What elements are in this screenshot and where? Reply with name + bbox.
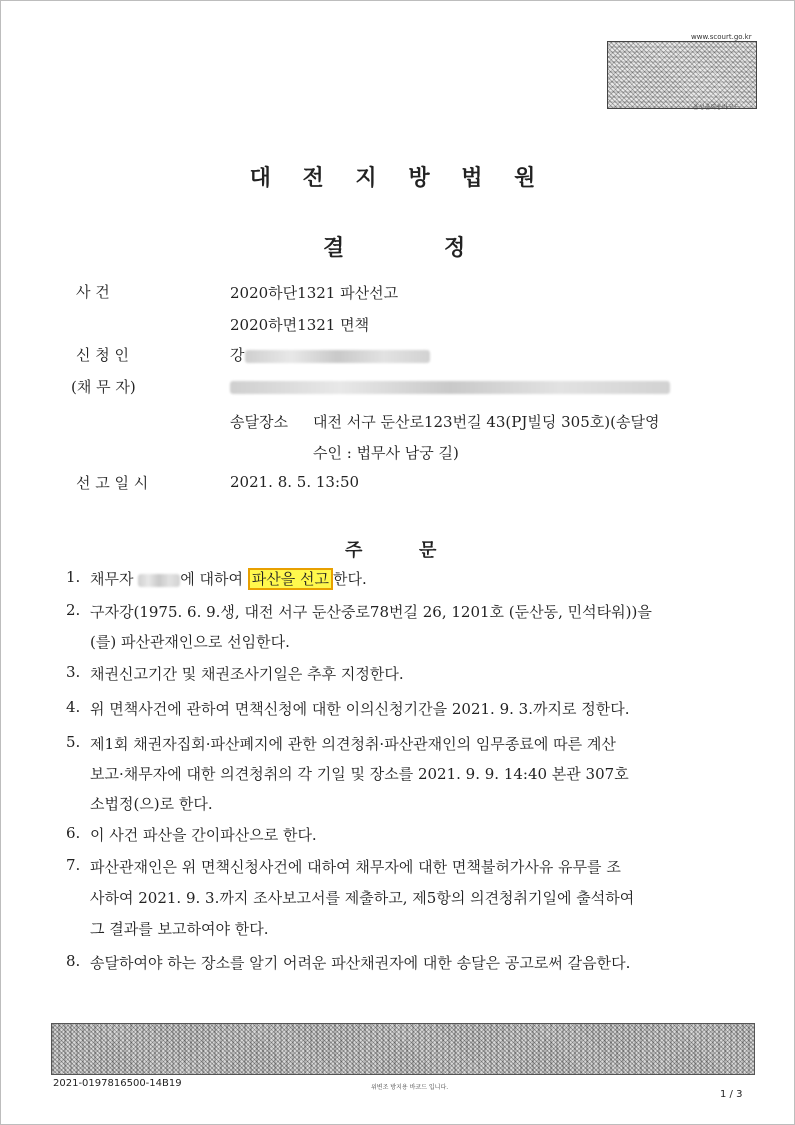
case-number-1: 2020하단1321 파산선고: [230, 284, 399, 302]
court-name: 대 전 지 방 법 원: [249, 166, 548, 191]
qr-barcode-image: [607, 41, 757, 109]
order-item-1-post: 한다.: [333, 570, 367, 588]
order-title-part-2: 문: [419, 540, 437, 561]
declared-at-value: 2021. 8. 5. 13:50: [230, 473, 360, 491]
service-address: 대전 서구 둔산로123번길 43(PJ빌딩 305호)(송달영: [313, 413, 660, 431]
order-item-7-line-2: 사하여 2021. 9. 3.까지 조사보고서를 제출하고, 제5항의 의견청취기일에 출석하여: [90, 889, 635, 907]
order-item-1-number: 1.: [66, 568, 81, 586]
declared-at-label: 선 고 일 시: [76, 474, 149, 492]
highlighted-text: 파산을 선고: [248, 568, 333, 590]
doc-title-part-1: 결: [323, 236, 345, 261]
order-item-8-number: 8.: [66, 952, 81, 970]
order-item-2-line-2: (를) 파산관재인으로 선임한다.: [90, 633, 290, 651]
order-item-2-number: 2.: [66, 601, 81, 619]
qr-caption: 음성출력용바코드: [693, 104, 740, 111]
redacted-debtor-name: [138, 574, 180, 587]
barcode-caption: 위변조 방지용 바코드 입니다.: [371, 1084, 449, 1091]
order-item-7-line-3: 그 결과를 보고하여야 한다.: [90, 920, 269, 938]
order-item-8-line-1: 송달하여야 하는 장소를 알기 어려운 파산채권자에 대한 송달은 공고로써 갈음한다.: [90, 954, 631, 972]
redacted-applicant: [245, 350, 430, 363]
order-item-3-number: 3.: [66, 663, 81, 681]
page-number: 1 / 3: [720, 1089, 743, 1100]
order-item-6-number: 6.: [66, 824, 81, 842]
order-item-2-line-1: 구자강(1975. 6. 9.생, 대전 서구 둔산중로78번길 26, 1201호 (둔산동, 민석타워))을: [90, 603, 652, 621]
order-title-part-1: 주: [345, 540, 363, 561]
order-item-1-mid: 에 대하여: [180, 570, 243, 588]
order-item-4-number: 4.: [66, 698, 81, 716]
document-number: 2021-0197816500-14B19: [53, 1078, 182, 1089]
debtor-address-redacted: [230, 377, 670, 396]
order-item-1: [90, 568, 367, 589]
order-item-4-line-1: 위 면책사건에 관하여 면책신청에 대한 이의신청기간을 2021. 9. 3.까지로 정한다.: [90, 700, 630, 718]
debtor-label: (채 무 자): [71, 378, 136, 396]
applicant-name: [230, 344, 430, 365]
order-item-7-line-1: 파산관재인은 위 면책신청사건에 대하여 채무자에 대한 면책불허가사유 유무를 조: [90, 858, 621, 876]
order-item-5-line-1: 제1회 채권자집회·파산폐지에 관한 의견청취·파산관재인의 임무종료에 따른 계산: [90, 735, 616, 753]
applicant-name-prefix: 강: [230, 346, 245, 364]
order-item-5-line-3: 소법정(으)로 한다.: [90, 795, 213, 813]
order-item-6-line-1: 이 사건 파산을 간이파산으로 한다.: [90, 826, 317, 844]
service-recipient: 수인 : 법무사 남궁 길): [313, 444, 459, 462]
case-label: 사 건: [76, 283, 110, 301]
order-item-3-line-1: 채권신고기간 및 채권조사기일은 추후 지정한다.: [90, 665, 404, 683]
doc-title-part-2: 정: [444, 236, 466, 261]
anti-forgery-barcode-image: [51, 1023, 755, 1075]
applicant-label: 신 청 인: [76, 346, 130, 364]
case-number-2: 2020하면1321 면책: [230, 316, 370, 334]
order-item-7-number: 7.: [66, 856, 81, 874]
order-item-5-number: 5.: [66, 733, 81, 751]
redacted-debtor-address: [230, 381, 670, 394]
order-item-1-pre: 채무자: [90, 570, 134, 588]
service-label: 송달장소: [230, 413, 288, 431]
order-item-5-line-2: 보고·채무자에 대한 의견청취의 각 기일 및 장소를 2021. 9. 9. 14:40 본관 307호: [90, 765, 629, 783]
site-url: www.scourt.go.kr: [691, 33, 752, 41]
